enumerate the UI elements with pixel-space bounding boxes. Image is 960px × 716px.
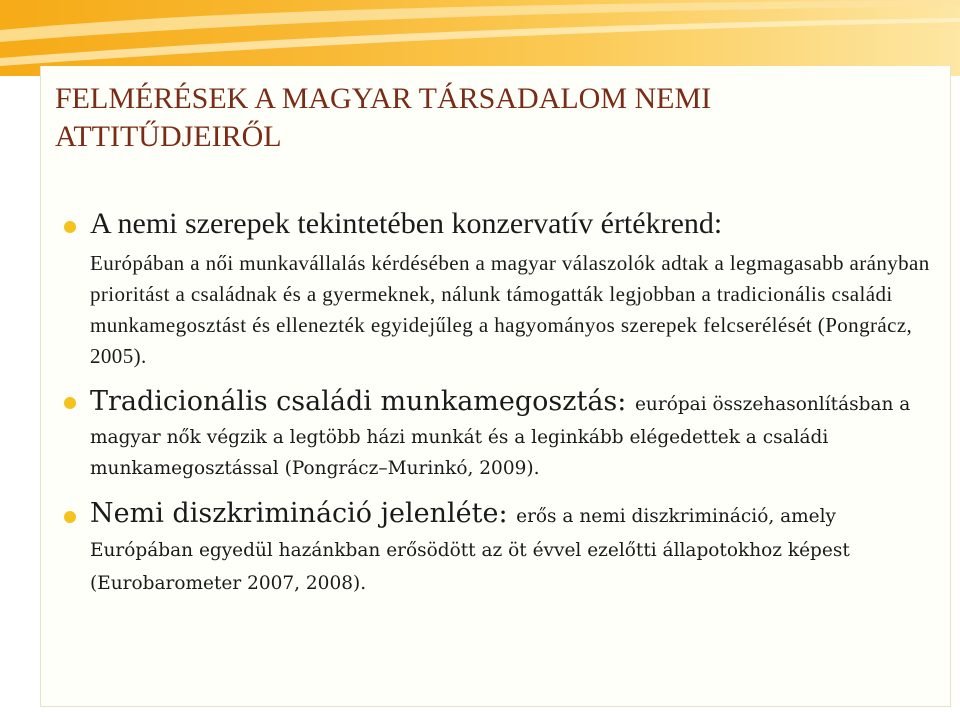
title-line-1: FELMÉRÉSEK A MAGYAR TÁRSADALOM NEMI	[55, 82, 712, 115]
slide-title	[55, 80, 935, 156]
bullet-dot-icon	[64, 221, 76, 233]
bullet-item-conservative-values	[64, 206, 944, 372]
bullet-item-discrimination	[64, 494, 944, 600]
bullet-dot-icon	[64, 397, 76, 409]
bullet-dot-icon	[64, 511, 76, 523]
bullet-body: európai összehasonlításban a magyar nők végzik a legtöbb házi munkát és a leginkább elégedettek a családi munkamegosztással (Pongrácz–Murinkó, 2009).	[90, 394, 911, 479]
bullet-body: erős a nemi diszkrimináció, amely Európában egyedül hazánkban erősödött az öt évvel ezelőtti állapotokhoz képest (Eurobarometer 2007, 2008).	[90, 506, 850, 594]
bullet-lead: Tradicionális családi munkamegosztás:	[90, 386, 635, 417]
bullet-item-division-of-labour	[64, 382, 944, 484]
bullet-lead: A nemi szerepek tekintetében konzervatív értékrend:	[90, 207, 723, 240]
bullet-lead: Nemi diszkrimináció jelenléte:	[90, 498, 517, 529]
title-line-2: ATTITŰDJEIRŐL	[55, 120, 282, 153]
bullet-list	[64, 206, 944, 600]
bullet-body: Európában a női munkavállalás kérdésében a magyar válaszolók adtak a legmagasabb arányban prioritást a családnak és a gyermeknek, nálunk támogatták legjobban a tradicionális családi munkamegosztást és ellenezték egyidejűleg a hagyományos szerepek felcserélését (Pongrácz, 2005).	[90, 251, 930, 368]
